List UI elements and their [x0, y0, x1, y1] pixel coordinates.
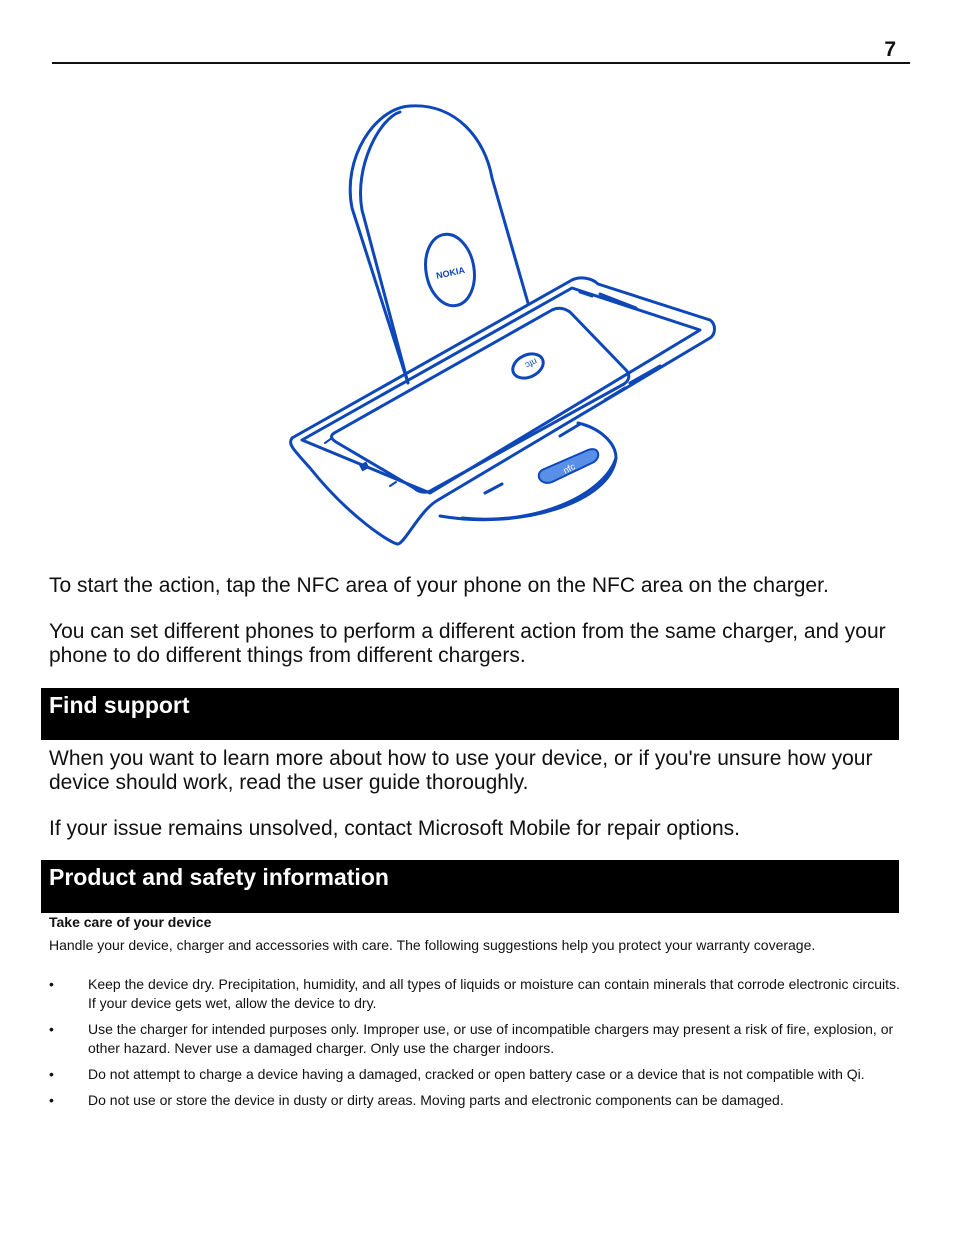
bullet-icon: • — [49, 976, 54, 992]
find-support-paragraph-2: If your issue remains unsolved, contact Microsoft Mobile for repair options. — [49, 817, 740, 840]
bullet-icon: • — [49, 1066, 54, 1082]
safety-bullet-list — [49, 975, 904, 1117]
find-support-title: Find support — [49, 692, 190, 718]
list-item-text: Do not use or store the device in dusty or dirty areas. Moving parts and electronic components can be damaged. — [88, 1092, 784, 1108]
charger-stand — [350, 106, 528, 383]
page-number: 7 — [884, 38, 896, 61]
find-support-header — [41, 688, 899, 740]
list-item — [49, 1065, 904, 1084]
safety-header — [41, 860, 899, 913]
intro-paragraph-1: To start the action, tap the NFC area of your phone on the NFC area on the charger. — [49, 574, 829, 597]
list-item — [49, 1020, 904, 1058]
take-care-subheading: Take care of your device — [49, 914, 212, 930]
bullet-icon: • — [49, 1021, 54, 1037]
charger-nfc-text: nfc — [561, 461, 577, 476]
phone-nfc-text: nfc — [523, 356, 539, 371]
charger-brand-text: NOKIA — [435, 264, 466, 281]
list-item-text: Do not attempt to charge a device having a damaged, cracked or open battery case or a device that is not compatible with Qi. — [88, 1066, 865, 1082]
list-item — [49, 975, 904, 1013]
intro-paragraph-2: You can set different phones to perform a different action from the same charger, and your phone to do different things from different chargers. — [49, 620, 886, 667]
safety-intro: Handle your device, charger and accessories with care. The following suggestions help you protect your warranty coverage. — [49, 937, 816, 953]
header-rule — [52, 62, 910, 64]
list-item — [49, 1091, 904, 1110]
list-item-text: Use the charger for intended purposes only. Improper use, or use of incompatible chargers may present a risk of fire, explosion, or other hazard. Never use a damaged charger. Only use the charger indoors. — [88, 1021, 894, 1056]
bullet-icon: • — [49, 1092, 54, 1108]
wireless-charger-illustration — [280, 98, 720, 550]
find-support-paragraph-1: When you want to learn more about how to use your device, or if you're unsure how your device should work, read the user guide thoroughly. — [49, 747, 873, 794]
safety-title: Product and safety information — [49, 864, 389, 890]
list-item-text: Keep the device dry. Precipitation, humidity, and all types of liquids or moisture can contain minerals that corrode electronic circuits. If your device gets wet, allow the device to dry. — [88, 976, 900, 1011]
